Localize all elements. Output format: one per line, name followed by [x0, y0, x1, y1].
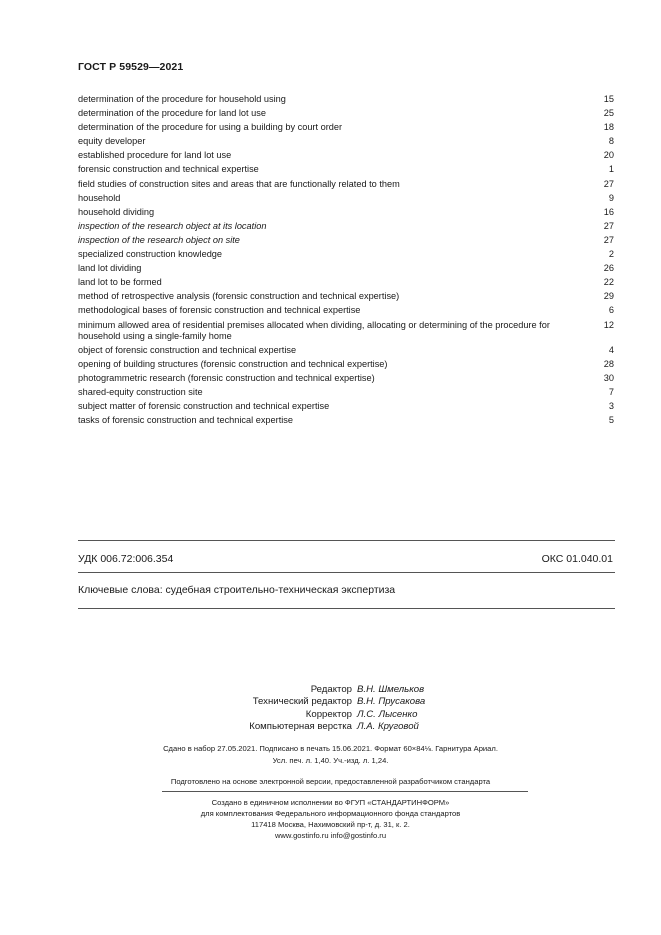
keywords: Ключевые слова: судебная строительно-техническая экспертиза	[78, 584, 396, 596]
staff-role: Корректор	[305, 708, 352, 720]
imprint-divider	[162, 791, 528, 792]
index-entry	[78, 136, 614, 147]
index-page-number: 6	[608, 305, 614, 316]
index-entry	[78, 207, 614, 218]
index-term: determination of the procedure for using a building by court order	[78, 122, 343, 133]
index-page-number: 22	[603, 277, 614, 288]
index-entry	[78, 373, 614, 384]
oks-code: ОКС 01.040.01	[541, 553, 613, 565]
index-entry	[78, 305, 614, 316]
staff-role: Технический редактор	[252, 696, 352, 708]
staff-line	[0, 709, 661, 721]
index-term: methodological bases of forensic construction and technical expertise	[78, 305, 361, 316]
index-page-number: 30	[603, 372, 614, 383]
index-entry	[78, 122, 614, 133]
index-entry	[78, 221, 614, 232]
index-term: tasks of forensic construction and technical expertise	[78, 415, 293, 426]
staff-name: Л.С. Лысенко	[357, 708, 418, 720]
index-page-number: 8	[608, 136, 614, 147]
editorial-staff	[0, 684, 661, 734]
imprint-address: 117418 Москва, Нахимовский пр-т, д. 31, к. 2.	[251, 820, 410, 829]
index-page-number: 5	[608, 415, 614, 426]
index-entry	[78, 415, 614, 426]
divider-bottom	[78, 608, 615, 609]
index-entry	[78, 359, 614, 370]
index-term: photogrammetric research (forensic construction and technical expertise)	[78, 372, 375, 383]
index-page-number: 28	[603, 358, 614, 369]
staff-line	[0, 721, 661, 733]
index-term: opening of building structures (forensic construction and technical expertise)	[78, 358, 388, 369]
imprint-purpose: для комплектования Федерального информационного фонда стандартов	[200, 809, 461, 818]
index-page-number: 29	[603, 291, 614, 302]
staff-name: В.Н. Прусакова	[357, 696, 426, 708]
index-term: equity developer	[78, 136, 146, 147]
index-entry	[78, 150, 614, 161]
index-page-number: 3	[608, 401, 614, 412]
index-term: specialized construction knowledge	[78, 249, 223, 260]
document-header: ГОСТ Р 59529—2021	[78, 61, 184, 73]
index-page-number: 26	[603, 263, 614, 274]
index-page-number: 27	[603, 178, 614, 189]
index-page-number: 16	[603, 206, 614, 217]
divider-top	[78, 540, 615, 541]
index-page-number: 18	[603, 122, 614, 133]
index-entry	[78, 193, 614, 204]
index-term: forensic construction and technical expertise	[78, 164, 259, 175]
index-entry	[78, 401, 614, 412]
index-term: subject matter of forensic construction and technical expertise	[78, 401, 330, 412]
index-entry	[78, 164, 614, 175]
staff-name: Л.А. Круговой	[357, 721, 419, 733]
index-term: household dividing	[78, 206, 155, 217]
index-page-number: 25	[603, 108, 614, 119]
index-page-number: 27	[603, 220, 614, 231]
imprint-contacts: www.gostinfo.ru info@gostinfo.ru	[274, 831, 387, 840]
index-term: land lot to be formed	[78, 277, 162, 288]
imprint-prepared-note: Подготовлено на основе электронной версии, предоставленной разработчиком стандарта	[170, 777, 491, 786]
index-page-number: 9	[608, 192, 614, 203]
index-page-number: 2	[608, 249, 614, 260]
index-term: method of retrospective analysis (forensic construction and technical expertise)	[78, 291, 400, 302]
index-entry	[78, 108, 614, 119]
index-entry	[78, 94, 614, 105]
divider-middle	[78, 572, 615, 573]
index-term: established procedure for land lot use	[78, 150, 232, 161]
staff-name: В.Н. Шмельков	[357, 684, 425, 695]
index-term: land lot dividing	[78, 263, 142, 274]
index-term: minimum allowed area of residential premises allocated when dividing, allocating or determining of the procedure for household using a single-family home	[78, 319, 550, 341]
index-term: inspection of the research object at its location	[78, 220, 267, 231]
imprint-sheets-info: Усл. печ. л. 1,40. Уч.-изд. л. 1,24.	[272, 756, 389, 765]
staff-role: Компьютерная верстка	[249, 721, 352, 733]
index-term: determination of the procedure for land lot use	[78, 108, 266, 119]
staff-line	[0, 696, 661, 708]
index-entry	[78, 291, 614, 302]
index-term: field studies of construction sites and areas that are functionally related to them	[78, 178, 400, 189]
index-entry	[78, 277, 614, 288]
index-entry	[78, 179, 614, 190]
staff-line	[0, 684, 661, 696]
index-term: determination of the procedure for household using	[78, 94, 286, 104]
imprint-created: Создано в единичном исполнении во ФГУП «СТАНДАРТИНФОРМ»	[211, 798, 450, 807]
index-term: object of forensic construction and technical expertise	[78, 344, 297, 355]
index-term: household	[78, 192, 121, 203]
index-entry	[78, 345, 614, 356]
index-term: inspection of the research object on site	[78, 234, 240, 245]
index-page-number: 20	[603, 150, 614, 161]
index-page-number: 4	[608, 344, 614, 355]
index-page-number: 7	[608, 387, 614, 398]
index-entry	[78, 320, 614, 342]
index-page-number: 12	[603, 319, 614, 330]
alphabetical-index	[78, 94, 614, 429]
udk-code: УДК 006.72:006.354	[78, 553, 174, 565]
index-entry	[78, 387, 614, 398]
index-entry	[78, 263, 614, 274]
index-term: shared-equity construction site	[78, 387, 203, 398]
index-page-number: 15	[603, 94, 614, 104]
imprint-print-info: Сдано в набор 27.05.2021. Подписано в печать 15.06.2021. Формат 60×84⅛. Гарнитура Ариал.	[163, 744, 498, 753]
staff-role: Редактор	[310, 684, 352, 695]
index-page-number: 1	[608, 164, 614, 175]
index-entry	[78, 249, 614, 260]
index-entry	[78, 235, 614, 246]
index-page-number: 27	[603, 234, 614, 245]
